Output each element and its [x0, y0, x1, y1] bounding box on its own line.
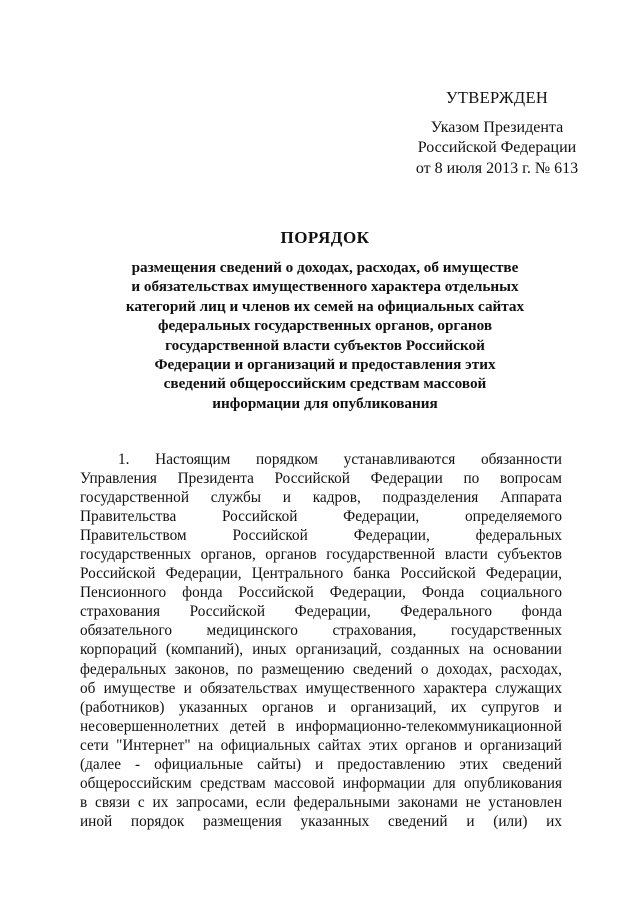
subtitle-line: сведений общероссийским средствам массовой	[163, 375, 487, 393]
subtitle-line: государственной власти субъектов Российской	[165, 336, 485, 354]
body-line: (работников) указанных органов и организаций, их супругов и	[80, 698, 562, 716]
approval-heading: УТВЕРЖДЕН	[445, 88, 549, 107]
body-line: общероссийским средствам массовой информации для опубликования	[80, 774, 562, 792]
body-line: Правительства Российской Федерации, определяемого	[80, 508, 562, 526]
body-line: Пенсионного фонда Российской Федерации, Фонда социального	[80, 584, 562, 602]
document-title: ПОРЯДОК	[280, 228, 370, 247]
body-line: об имуществе и обязательствах имущественного характера служащих	[80, 679, 562, 697]
approval-line: Указом Президента	[430, 118, 564, 136]
approval-stamp	[392, 88, 602, 179]
subtitle-line: категорий лиц и членов их семей на официальных сайтах	[125, 297, 525, 315]
body-line: несовершеннолетних детей в информационно-телекоммуникационной	[80, 717, 562, 735]
body-line: 1. Настоящим порядком устанавливаются обязанности	[118, 451, 562, 468]
subtitle-line: размещения сведений о доходах, расходах, об имуществе	[131, 259, 519, 276]
approval-line: Российской Федерации	[417, 139, 577, 156]
approval-line: от 8 июля 2013 г. № 613	[415, 159, 579, 177]
body-line: страхования Российской Федерации, Федерального фонда	[80, 603, 562, 621]
subtitle-line: Федерации и организаций и предоставления этих	[154, 356, 496, 374]
subtitle-line: и обязательствах имущественного характера отдельных	[131, 278, 519, 296]
body-line: обязательного медицинского страхования, государственных	[80, 622, 562, 640]
body-line: в связи с их запросами, если федеральными законами не установлен	[80, 793, 562, 811]
body-line: иной порядок размещения указанных сведений и (или) их	[80, 812, 562, 830]
body-line: корпораций (компаний), иных организаций, созданных на основании	[80, 641, 562, 659]
body-line: федеральных законов, по размещению сведений о доходах, расходах,	[80, 660, 562, 678]
body-line: Российской Федерации, Центрального банка Российской Федерации,	[80, 565, 562, 583]
subtitle-line: информации для опубликования	[212, 394, 438, 412]
body-line: государственной службы и кадров, подразделения Аппарата	[80, 489, 562, 507]
document-subtitle	[105, 258, 545, 413]
body-line: сети "Интернет" на официальных сайтах этих органов и организаций	[80, 736, 562, 754]
subtitle-line: федеральных государственных органов, органов	[157, 317, 493, 335]
body-paragraph	[80, 450, 562, 831]
body-line: Правительством Российской Федерации, федеральных	[80, 527, 562, 545]
body-line: Управления Президента Российской Федерации по вопросам	[80, 470, 562, 488]
body-line: (далее - официальные сайты) и предоставлению этих сведений	[80, 755, 562, 773]
body-line: государственных органов, органов государственной власти субъектов	[80, 546, 562, 564]
